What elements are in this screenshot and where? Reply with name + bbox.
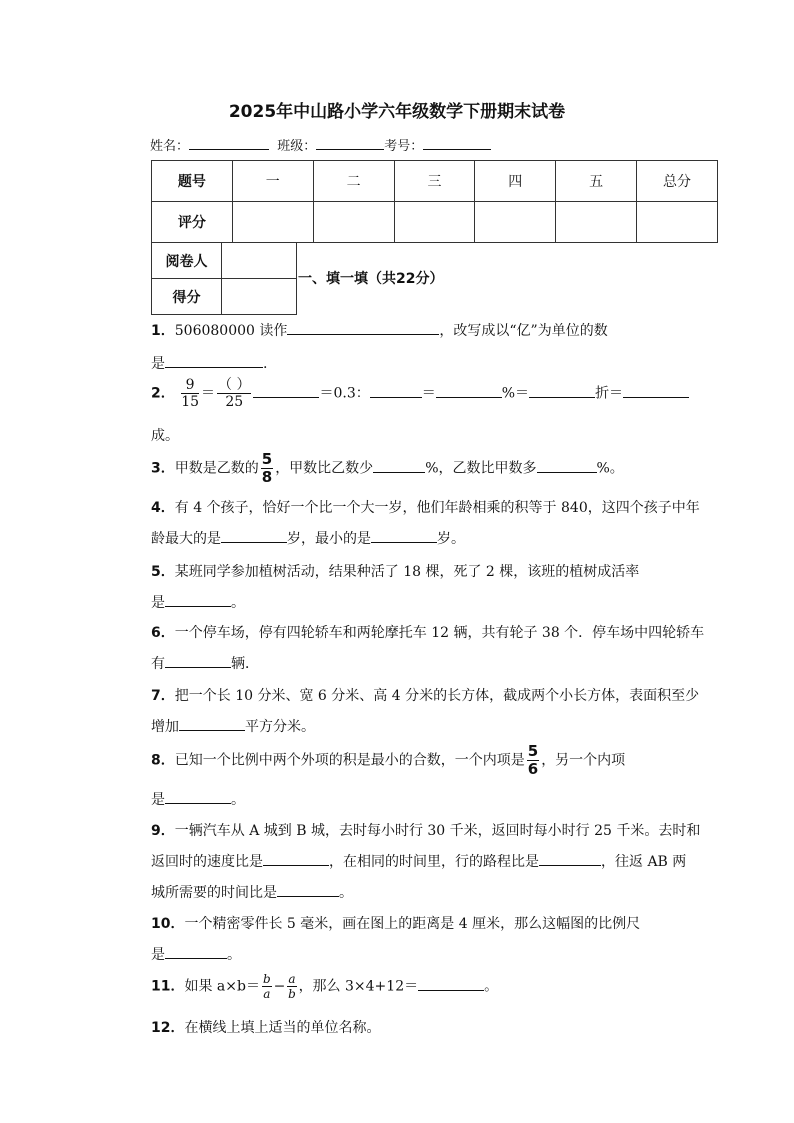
- fraction: [181, 378, 199, 409]
- answer-blank[interactable]: [370, 385, 422, 398]
- q1-text: ，改写成以“亿”为单位的数: [439, 323, 608, 339]
- q3-text: %，乙数比甲数多: [425, 460, 537, 477]
- score-table-score-row: [152, 202, 718, 243]
- question-10-line-2: [151, 944, 241, 964]
- q11-text: ，那么 3×4+12＝: [298, 978, 419, 995]
- answer-blank[interactable]: [165, 946, 227, 959]
- question-9-line-2: [151, 851, 686, 871]
- q6-text: 辆．: [231, 656, 259, 672]
- q3-text: 甲数是乙数的: [174, 460, 259, 477]
- denominator: 6: [527, 760, 539, 778]
- denominator: 15: [181, 394, 200, 410]
- numerator: 9: [181, 378, 199, 394]
- answer-blank[interactable]: [537, 460, 597, 473]
- question-number: 2．: [151, 385, 175, 402]
- answer-blank[interactable]: [253, 385, 319, 398]
- answer-blank[interactable]: [165, 355, 263, 368]
- answer-blank[interactable]: [165, 594, 231, 607]
- answer-blank[interactable]: [287, 322, 439, 335]
- answer-blank[interactable]: [179, 718, 245, 731]
- exam-blank[interactable]: [423, 137, 491, 150]
- question-8-line-2: [151, 789, 245, 809]
- question-number: 5．: [151, 564, 175, 580]
- q7-text: 增加: [151, 719, 179, 735]
- q9-text: 返回时的速度比是: [151, 854, 263, 870]
- question-number: 11．: [151, 978, 185, 995]
- q8-text: 。: [231, 792, 245, 808]
- score-header-cell: 五: [556, 161, 637, 202]
- q10-text: 一个精密零件长 5 毫米，画在图上的距离是 4 厘米，那么这幅图的比例尺: [184, 916, 641, 932]
- numerator: 5: [261, 450, 273, 468]
- name-blank[interactable]: [189, 137, 269, 150]
- question-5-line-2: [151, 592, 245, 612]
- numerator: a: [288, 972, 296, 986]
- answer-blank[interactable]: [529, 385, 595, 398]
- question-9-line-1: [151, 820, 700, 840]
- q10-text: 。: [227, 947, 241, 963]
- fraction: [217, 378, 251, 409]
- score-header-cell: 题号: [152, 161, 233, 202]
- score-header-cell: 三: [394, 161, 475, 202]
- class-label: 班级：: [277, 139, 317, 154]
- q2-text: ＝: [421, 385, 436, 402]
- section-heading: 一、填一填（共22分）: [298, 271, 444, 287]
- score-header-cell: 一: [232, 161, 313, 202]
- q2-text: %＝: [501, 385, 530, 402]
- q1-text: 506080000 读作: [174, 323, 288, 339]
- name-label: 姓名：: [150, 139, 190, 154]
- q2-text: ＝: [201, 385, 216, 402]
- grader-table: [151, 242, 297, 315]
- score-header-cell: 四: [475, 161, 556, 202]
- student-info-row: [150, 135, 491, 154]
- q4-text: 岁，最小的是: [287, 531, 371, 547]
- q7-text: 平方分米。: [245, 719, 315, 735]
- q9-text: 城所需要的时间比是: [151, 885, 277, 901]
- fraction: [527, 744, 539, 777]
- answer-blank[interactable]: [277, 884, 339, 897]
- question-2-line-1: [151, 378, 689, 409]
- answer-blank[interactable]: [263, 853, 329, 866]
- score-header-cell: 二: [313, 161, 394, 202]
- q10-text: 是: [151, 947, 165, 963]
- numerator: b: [262, 972, 271, 986]
- score-row-label: 评分: [152, 202, 233, 243]
- score-header-cell: 总分: [637, 161, 718, 202]
- fraction: [262, 973, 272, 1000]
- q8-text: 是: [151, 792, 165, 808]
- score-label: 得分: [152, 279, 222, 315]
- q4-text: 岁。: [437, 531, 465, 547]
- page-title: 2025年中山路小学六年级数学下册期末试卷: [228, 102, 566, 122]
- numerator: （ ）: [218, 377, 251, 393]
- q9-text: 一辆汽车从 A 城到 B 城，去时每小时行 30 千米，返回时每小时行 25 千米。去时和: [174, 823, 701, 839]
- answer-blank[interactable]: [418, 978, 484, 991]
- q4-text: 龄最大的是: [151, 531, 221, 547]
- q12-text: 在横线上填上适当的单位名称。: [184, 1020, 381, 1036]
- fraction: [287, 973, 296, 1000]
- q9-text: 。: [339, 885, 353, 901]
- answer-blank[interactable]: [623, 385, 689, 398]
- question-number: 9．: [151, 823, 175, 839]
- question-number: 12．: [151, 1020, 185, 1036]
- question-number: 4．: [151, 500, 175, 516]
- q3-text: ，甲数比乙数少: [275, 460, 374, 477]
- question-number: 6．: [151, 625, 175, 641]
- score-table: [151, 160, 718, 243]
- q8-text: 已知一个比例中两个外项的积是最小的合数，一个内项是: [174, 752, 525, 769]
- question-11-line-1: [151, 973, 498, 1000]
- score-cell[interactable]: [556, 202, 637, 243]
- class-blank[interactable]: [316, 137, 384, 150]
- q5-text: 是: [151, 595, 165, 611]
- question-number: 10．: [151, 916, 185, 932]
- score-value-cell[interactable]: [222, 279, 297, 315]
- question-number: 3．: [151, 460, 175, 477]
- q1-text: 是: [151, 356, 165, 372]
- score-table-header-row: [152, 161, 718, 202]
- score-cell[interactable]: [475, 202, 556, 243]
- score-cell[interactable]: [232, 202, 313, 243]
- numerator: 5: [527, 742, 539, 760]
- question-6-line-2: [151, 653, 259, 673]
- question-number: 1．: [151, 323, 175, 339]
- answer-blank[interactable]: [539, 853, 601, 866]
- question-6-line-1: [151, 622, 704, 642]
- question-7-line-1: [151, 685, 699, 705]
- question-1-line-1: [151, 320, 608, 340]
- q11-text: 。: [484, 978, 499, 995]
- question-10-line-1: [151, 913, 640, 933]
- question-4-line-1: [151, 497, 700, 517]
- question-12-line-1: [151, 1017, 380, 1037]
- denominator: a: [263, 987, 271, 1001]
- q2-text: ＝0.3：: [319, 385, 370, 402]
- q7-text: 把一个长 10 分米、宽 6 分米、高 4 分米的长方体，截成两个小长方体，表面积至少: [174, 688, 700, 704]
- fraction: [261, 452, 273, 485]
- q9-text: ，往返 AB 两: [601, 854, 687, 870]
- q1-text: .: [263, 356, 268, 372]
- q4-text: 有 4 个孩子，恰好一个比一个大一岁，他们年龄相乘的积等于 840，这四个孩子中年: [174, 500, 700, 516]
- denominator: 8: [261, 468, 273, 486]
- question-7-line-2: [151, 716, 315, 736]
- question-4-line-2: [151, 528, 465, 548]
- score-cell[interactable]: [394, 202, 475, 243]
- answer-blank[interactable]: [165, 791, 231, 804]
- question-1-line-2: [151, 353, 267, 373]
- question-number: 8．: [151, 752, 175, 769]
- answer-blank[interactable]: [436, 385, 502, 398]
- question-3-line-1: [151, 452, 624, 485]
- denominator: 25: [225, 394, 244, 410]
- q5-text: 。: [231, 595, 245, 611]
- question-2-line-2: [151, 425, 179, 445]
- answer-blank[interactable]: [373, 460, 425, 473]
- denominator: b: [288, 987, 296, 1001]
- question-9-line-3: [151, 882, 353, 902]
- question-number: 7．: [151, 688, 175, 704]
- q11-text: 如果 a×b＝: [184, 978, 260, 995]
- answer-blank[interactable]: [371, 530, 437, 543]
- score-cell[interactable]: [637, 202, 718, 243]
- q11-text: −: [273, 978, 286, 995]
- q6-text: 有: [151, 656, 165, 672]
- answer-blank[interactable]: [165, 655, 231, 668]
- q9-text: ，在相同的时间里，行的路程比是: [329, 854, 539, 870]
- score-cell[interactable]: [313, 202, 394, 243]
- q8-text: ，另一个内项: [541, 752, 626, 769]
- q2-text: 成。: [151, 428, 179, 444]
- q2-text: 折＝: [595, 385, 624, 402]
- answer-blank[interactable]: [221, 530, 287, 543]
- reviewer-label: 阅卷人: [152, 243, 222, 279]
- exam-label: 考号：: [384, 139, 424, 154]
- reviewer-cell[interactable]: [222, 243, 297, 279]
- q5-text: 某班同学参加植树活动，结果种活了 18 棵，死了 2 棵，该班的植树成活率: [174, 564, 640, 580]
- question-8-line-1: [151, 744, 625, 777]
- q6-text: 一个停车场，停有四轮轿车和两轮摩托车 12 辆，共有轮子 38 个．停车场中四轮轿车: [174, 625, 705, 641]
- question-5-line-1: [151, 561, 639, 581]
- q3-text: %。: [596, 460, 624, 477]
